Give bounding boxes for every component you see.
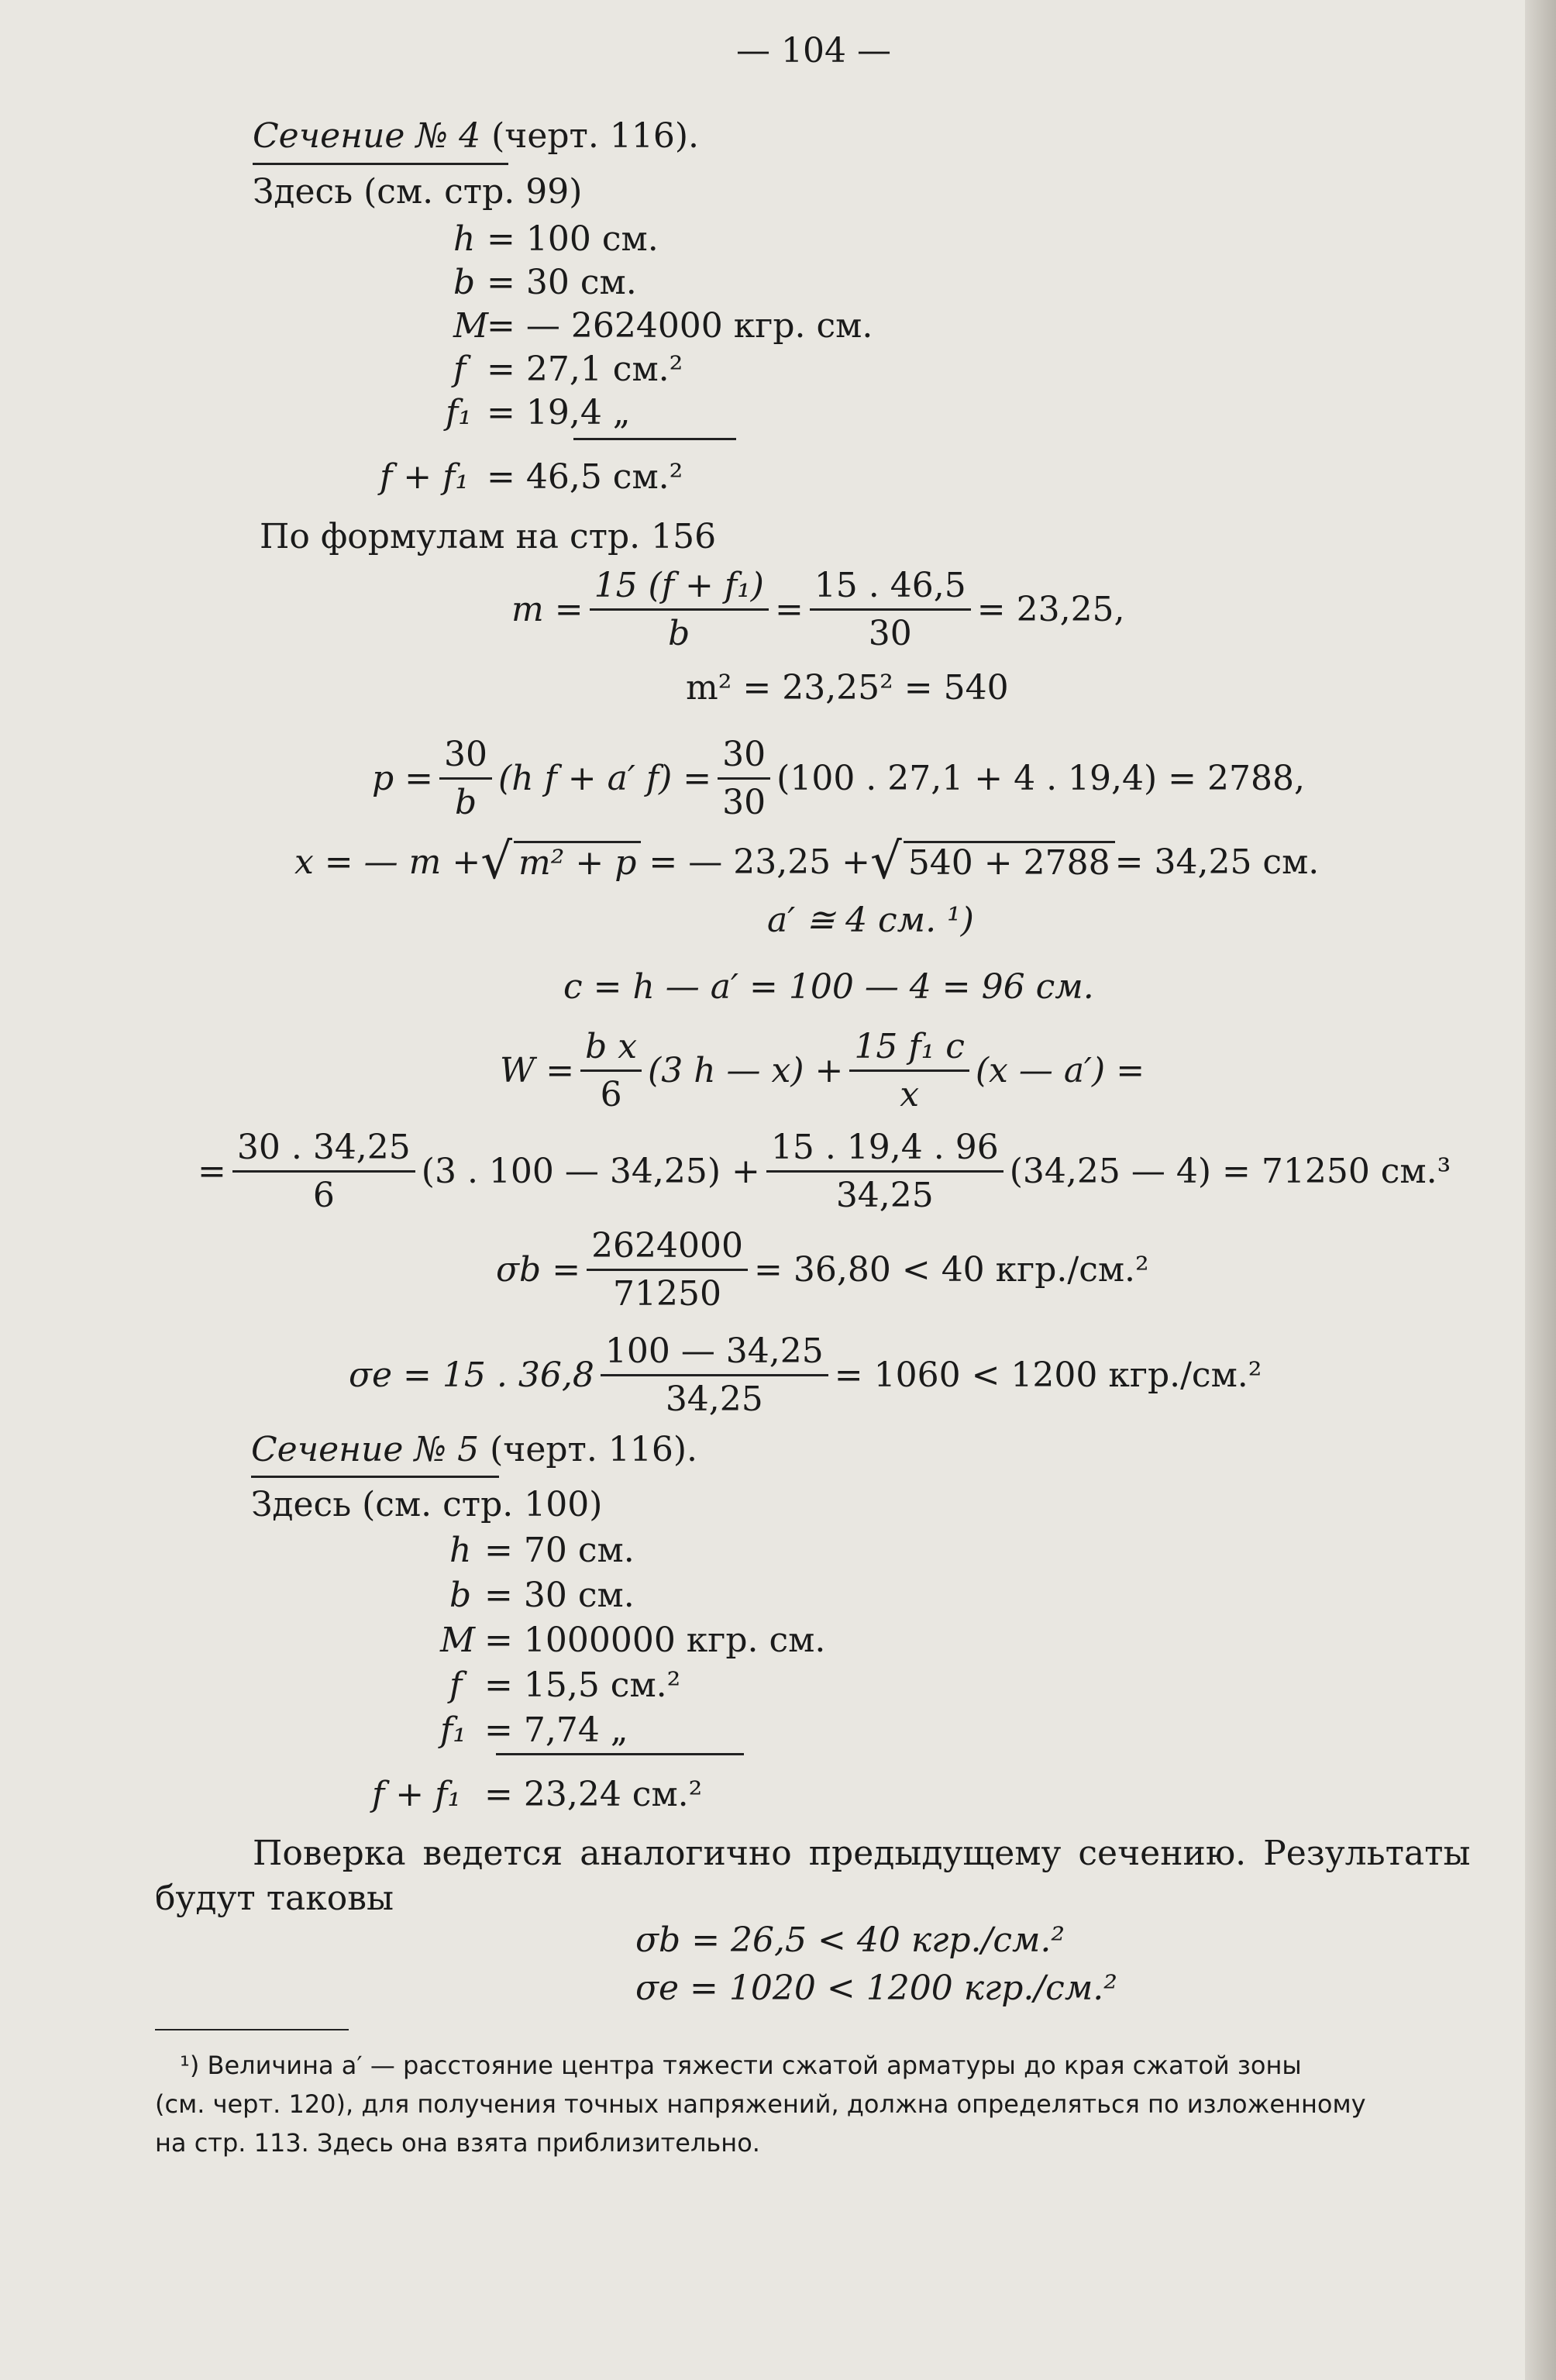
eq-p-frac1 — [439, 735, 492, 822]
s5-lhs-b: b — [449, 1576, 472, 1615]
s4-val-b: = 30 см. — [487, 263, 637, 302]
s4-lhs-b: b — [453, 263, 476, 302]
eq-m-f2-num: 15 . 46,5 — [810, 566, 971, 611]
eq-w-f2-den: x — [900, 1075, 920, 1114]
footnote-line3: на стр. 113. Здесь она взята приблизительно. — [155, 2128, 760, 2158]
eq-p-f2-num: 30 — [718, 735, 770, 780]
section5-here: Здесь (см. стр. 100) — [251, 1485, 603, 1524]
eq-w-f1-den: 6 — [600, 1075, 622, 1114]
eq-x — [294, 833, 1319, 890]
eq-w2-f2-num: 15 . 19,4 . 96 — [766, 1128, 1003, 1173]
paragraph-line2: будут таковы — [155, 1879, 394, 1918]
eq-sb-den: 71250 — [613, 1274, 722, 1314]
eq-w-f1-num: b x — [585, 1027, 638, 1066]
result-sigma-e: σe = 1020 < 1200 кгр./см.² — [635, 1968, 1117, 2008]
s4-val-sum: = 46,5 см.² — [487, 457, 683, 497]
eq-w2-frac2 — [766, 1128, 1003, 1215]
eq-p — [372, 735, 1305, 822]
eq-w2-res: (34,25 — 4) = 71250 см.³ — [1009, 1152, 1451, 1191]
eq-se — [349, 1331, 1262, 1419]
s5-val-b: = 30 см. — [484, 1576, 635, 1615]
eq-p-frac2 — [718, 735, 770, 822]
section4-underline — [253, 163, 508, 165]
eq-se-res: = 1060 < 1200 кгр./см.² — [834, 1355, 1262, 1395]
eq-p-f1-den: b — [454, 783, 477, 822]
eq-m2: m² = 23,25² = 540 — [686, 668, 1009, 708]
eq-sb — [496, 1226, 1149, 1314]
s4-val-h: = 100 см. — [487, 219, 659, 259]
section4-ref: (черт. 116). — [491, 116, 699, 156]
section4-here: Здесь (см. стр. 99) — [253, 172, 583, 212]
eq-m-f1-den: b — [668, 614, 690, 653]
eq-m-f1-num: 15 (f + f₁) — [594, 566, 764, 605]
section5-ref: (черт. 116). — [490, 1430, 697, 1469]
footnote-separator — [155, 2029, 349, 2030]
s5-lhs-f: f — [449, 1665, 463, 1705]
eq-sb-res: = 36,80 < 40 кгр./см.² — [754, 1250, 1149, 1290]
eq-w — [500, 1027, 1145, 1114]
page-number: — 104 — — [736, 31, 891, 71]
eq-w-mid: (3 h — x) + — [648, 1051, 844, 1090]
footnote-line1: ¹) Величина a′ — расстояние центра тяжести сжатой арматуры до края сжатой зоны — [180, 2051, 1302, 2080]
eq-m-frac2 — [810, 566, 971, 653]
section5-title: Сечение № 5 — [251, 1430, 480, 1469]
section4-title: Сечение № 4 — [253, 116, 481, 156]
eq-se-lhs: σe = 15 . 36,8 — [349, 1355, 594, 1395]
eq-c: c = h — a′ = 100 — 4 = 96 см. — [563, 967, 1094, 1007]
s5-val-sum: = 23,24 см.² — [484, 1775, 703, 1814]
s4-val-M: = — 2624000 кгр. см. — [487, 306, 873, 346]
s4-lhs-h: h — [453, 219, 476, 259]
eq-se-num: 100 — 34,25 — [601, 1331, 828, 1376]
s5-val-f1: = 7,74 „ — [484, 1710, 628, 1750]
eq-p-lhs: p = — [372, 759, 434, 798]
s4-sum-rule — [573, 438, 736, 440]
s5-val-f: = 15,5 см.² — [484, 1665, 681, 1705]
s5-lhs-f1: f₁ — [440, 1710, 466, 1750]
result-sigma-b: σb = 26,5 < 40 кгр./см.² — [635, 1920, 1065, 1960]
eq-m-lhs: m = — [511, 590, 584, 629]
eq-p-f2-den: 30 — [722, 783, 766, 822]
formulas-intro: По формулам на стр. 156 — [260, 517, 717, 556]
eq-w2-f2-den: 34,25 — [835, 1176, 934, 1215]
s4-lhs-f: f — [453, 350, 466, 389]
eq-m-f2-den: 30 — [868, 614, 912, 653]
sqrt-icon: √ — [870, 833, 902, 890]
eq-se-den: 34,25 — [665, 1379, 763, 1419]
eq-m — [511, 566, 1125, 653]
eq-sb-frac — [587, 1226, 748, 1314]
s4-lhs-M: M — [453, 306, 489, 346]
eq-w-f2-num: 15 f₁ c — [854, 1027, 965, 1066]
s4-lhs-f1: f₁ — [446, 393, 472, 432]
eq-a-prime: a′ ≅ 4 см. ¹) — [767, 901, 974, 940]
eq-m-res: = 23,25, — [976, 590, 1125, 629]
eq-w-res: (x — a′) = — [975, 1051, 1145, 1090]
eq-w2-mid: (3 . 100 — 34,25) + — [421, 1152, 760, 1191]
s4-val-f1: = 19,4 „ — [487, 393, 631, 432]
eq-w2-f1-den: 6 — [312, 1176, 335, 1215]
s5-sum-rule — [496, 1753, 744, 1755]
s4-lhs-sum: f + f₁ — [380, 457, 470, 497]
eq-w2-f1-num: 30 . 34,25 — [232, 1128, 415, 1173]
eq-w-frac2 — [849, 1027, 969, 1114]
eq-x-mid: = — 23,25 + — [649, 842, 871, 882]
section5-heading — [251, 1430, 697, 1469]
eq-w-frac1 — [580, 1027, 642, 1114]
s5-val-h: = 70 см. — [484, 1531, 635, 1570]
s4-val-f: = 27,1 см.² — [487, 350, 683, 389]
s5-lhs-h: h — [449, 1531, 472, 1570]
eq-sb-num: 2624000 — [587, 1226, 748, 1271]
eq-x-lhs: x = — m + — [294, 842, 481, 882]
eq-sb-lhs: σb = — [496, 1250, 581, 1290]
eq-w-lhs: W = — [500, 1051, 575, 1090]
page-edge-shadow — [1525, 0, 1556, 2380]
eq-x-res: = 34,25 см. — [1114, 842, 1320, 882]
s5-lhs-sum: f + f₁ — [372, 1775, 462, 1814]
section4-heading — [253, 116, 699, 156]
eq-p-res: (100 . 27,1 + 4 . 19,4) = 2788, — [776, 759, 1305, 798]
s5-lhs-M: M — [440, 1621, 476, 1660]
sqrt-icon: √ — [480, 833, 512, 890]
eq-m-frac1 — [590, 566, 769, 653]
eq-w2 — [198, 1128, 1451, 1215]
eq-m-eq: = — [774, 590, 804, 629]
eq-w2-frac1 — [232, 1128, 415, 1215]
eq-se-frac — [601, 1331, 828, 1419]
section5-underline — [251, 1476, 499, 1478]
footnote-line2: (см. черт. 120), для получения точных напряжений, должна определяться по изложенному — [155, 2089, 1366, 2119]
paragraph-line1: Поверка ведется аналогично предыдущему сечению. Результаты — [253, 1834, 1471, 1873]
eq-w2-lhs: = — [198, 1152, 226, 1191]
eq-p-f1-num: 30 — [439, 735, 492, 780]
eq-x-r2: 540 + 2788 — [904, 841, 1115, 883]
s5-val-M: = 1000000 кгр. см. — [484, 1621, 826, 1660]
eq-p-mid: (h f + a′ f) = — [498, 759, 712, 798]
eq-x-r1: m² + p — [518, 843, 637, 883]
